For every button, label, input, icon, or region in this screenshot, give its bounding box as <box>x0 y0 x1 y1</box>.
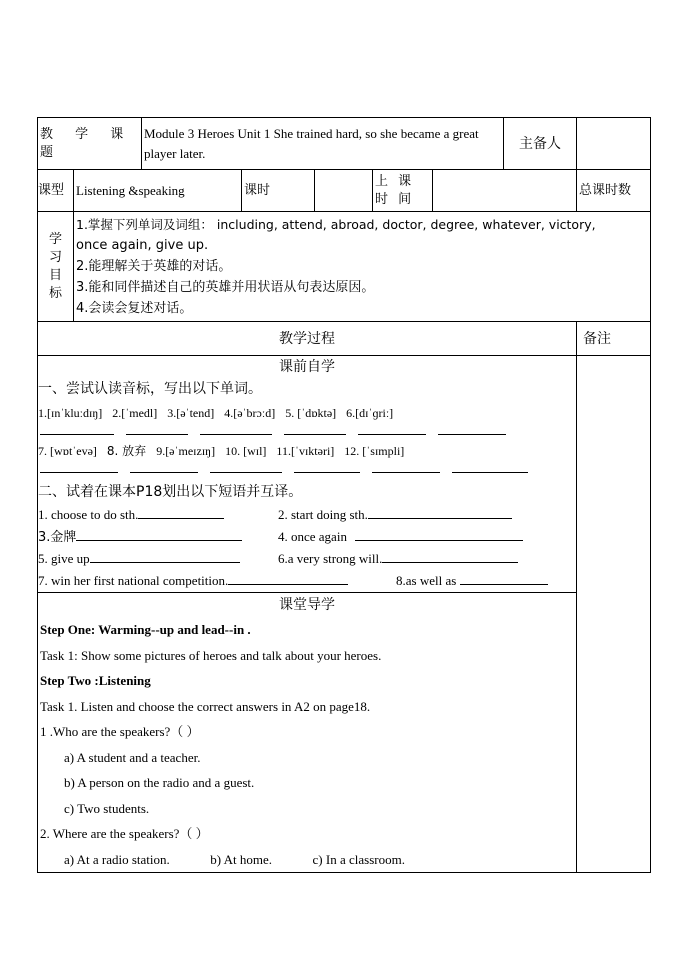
step-one: Step One: Warming--up and lead--in . <box>40 622 251 637</box>
answer-blank[interactable] <box>438 422 506 435</box>
phrase-row <box>38 526 576 549</box>
phrase-item: 8.as well as <box>396 572 457 588</box>
answer-blank[interactable] <box>210 460 282 473</box>
question-option: a) At a radio station. <box>64 851 170 867</box>
question-option: b) At home. <box>210 851 273 867</box>
question-two: 2. Where are the speakers?（ ） <box>40 826 209 841</box>
phrase-row <box>38 548 576 570</box>
answer-blanks <box>40 422 576 438</box>
question-one: 1 .Who are the speakers?（ ） <box>40 724 200 739</box>
preview-row <box>38 356 651 593</box>
period-label: 课时 <box>242 170 315 212</box>
phonetic-item: 2.[ˈmedl] <box>112 406 158 420</box>
preview-title: 课前自学 <box>279 359 336 375</box>
answer-blank[interactable] <box>90 550 240 563</box>
question-two-options <box>40 847 574 873</box>
answer-blank[interactable] <box>294 460 360 473</box>
process-header-row <box>38 322 651 356</box>
topic-label: 教 学 课 题 <box>38 118 142 170</box>
task-one: Task 1: Show some pictures of heroes and talk about your heroes. <box>40 647 382 663</box>
answer-blank[interactable] <box>382 550 518 563</box>
course-info-row <box>38 170 651 212</box>
part2-title: 二、试着在课本P18划出以下短语并互译。 <box>38 484 303 500</box>
phonetic-item: 1.[ɪnˈkluːdɪŋ] <box>38 406 103 420</box>
objectives-label-char: 标 <box>48 285 62 301</box>
objectives-label <box>38 212 74 322</box>
topic-row <box>38 118 651 170</box>
answer-blank[interactable] <box>460 572 548 585</box>
phonetic-item: 4.[əˈbrɔːd] <box>224 406 276 420</box>
phonetics-row <box>38 442 576 460</box>
answer-blank[interactable] <box>76 528 242 541</box>
answer-blank[interactable] <box>452 460 528 473</box>
part1-title: 一、尝试认读音标，写出以下单词。 <box>38 381 262 397</box>
answer-blank[interactable] <box>130 460 198 473</box>
notes-column <box>577 356 651 873</box>
phrase-item: 1. choose to do sth. <box>38 507 139 522</box>
task-listen: Task 1. Listen and choose the correct answers in A2 on page18. <box>40 698 371 714</box>
phrase-item: 7. win her first national competition. <box>38 572 229 588</box>
question-option: c) Two students. <box>64 800 150 816</box>
preparer-label: 主备人 <box>504 118 577 170</box>
answer-blank[interactable] <box>138 506 224 519</box>
objective-item: 3.能和同伴描述自己的英雄并用状语从句表达原因。 <box>76 280 375 295</box>
objective-item: 1.掌握下列单词及词组： including, attend, abroad, doctor, degree, whatever, victory, <box>76 217 596 232</box>
phonetic-item: 9.[əˈmeɪzɪŋ] <box>156 444 216 458</box>
topic-value: Module 3 Heroes Unit 1 She trained hard, so she became a great player later. <box>142 118 504 170</box>
question-option: a) A student and a teacher. <box>64 749 201 765</box>
classroom-title: 课堂导学 <box>279 597 336 613</box>
total-periods-label: 总课时数 <box>577 170 651 212</box>
phrase-row <box>38 504 576 526</box>
preparer-value <box>577 118 651 170</box>
answer-blank[interactable] <box>40 422 114 435</box>
answer-blank[interactable] <box>200 422 272 435</box>
answer-blank[interactable] <box>368 506 512 519</box>
phonetics-row <box>38 404 576 422</box>
answer-blank[interactable] <box>284 422 346 435</box>
phonetic-item: 5. [ˈdɒktə] <box>285 406 337 420</box>
answer-blanks <box>40 460 576 476</box>
phrase-item: 6.a very strong will. <box>278 551 383 566</box>
objectives-label-char: 目 <box>48 267 62 283</box>
phonetic-item: 10. [wɪl] <box>225 444 267 458</box>
phrase-item: 2. start doing sth. <box>278 507 368 522</box>
period-value <box>315 170 373 212</box>
phrase-item: 4. once again <box>278 528 347 544</box>
class-time-label: 上 课 时 间 <box>373 170 433 212</box>
phonetic-item: 6.[dɪˈɡriː] <box>346 406 394 420</box>
phonetic-item: 11.[ˈvɪktəri] <box>276 444 335 458</box>
phrase-item: 5. give up <box>38 551 90 566</box>
objectives-label-char: 习 <box>48 249 62 265</box>
phonetic-item: 8. 放弃 <box>106 444 147 458</box>
preview-section <box>38 356 577 593</box>
objective-item: 4.会读会复述对话。 <box>76 301 193 316</box>
process-title: 教学过程 <box>38 322 577 356</box>
classroom-section <box>38 593 577 873</box>
classroom-row <box>38 593 651 873</box>
phrase-row <box>38 570 576 592</box>
phonetic-item: 7. [wɒtˈevə] <box>38 444 97 458</box>
objectives-row <box>38 212 651 322</box>
lesson-plan-sheet <box>37 117 650 873</box>
objective-item: once again, give up. <box>76 238 209 253</box>
phonetic-item: 3.[əˈtend] <box>167 406 215 420</box>
answer-blank[interactable] <box>372 460 440 473</box>
class-time-value <box>433 170 577 212</box>
type-label: 课型 <box>38 170 74 212</box>
phrase-item: 3.金牌 <box>38 529 77 545</box>
notes-label: 备注 <box>577 322 651 356</box>
objectives-list <box>74 212 651 322</box>
answer-blank[interactable] <box>228 572 348 585</box>
objectives-label-char: 学 <box>48 231 62 247</box>
phonetic-item: 12. [ˈsɪmpli] <box>344 444 405 458</box>
answer-blank[interactable] <box>126 422 188 435</box>
step-two: Step Two :Listening <box>40 673 151 688</box>
lesson-plan-table <box>37 117 651 873</box>
objective-item: 2.能理解关于英雄的对话。 <box>76 259 232 274</box>
question-option: b) A person on the radio and a guest. <box>64 775 255 790</box>
answer-blank[interactable] <box>40 460 118 473</box>
question-option: c) In a classroom. <box>312 851 405 867</box>
answer-blank[interactable] <box>358 422 426 435</box>
answer-blank[interactable] <box>355 528 523 541</box>
type-value: Listening &speaking <box>74 170 242 212</box>
